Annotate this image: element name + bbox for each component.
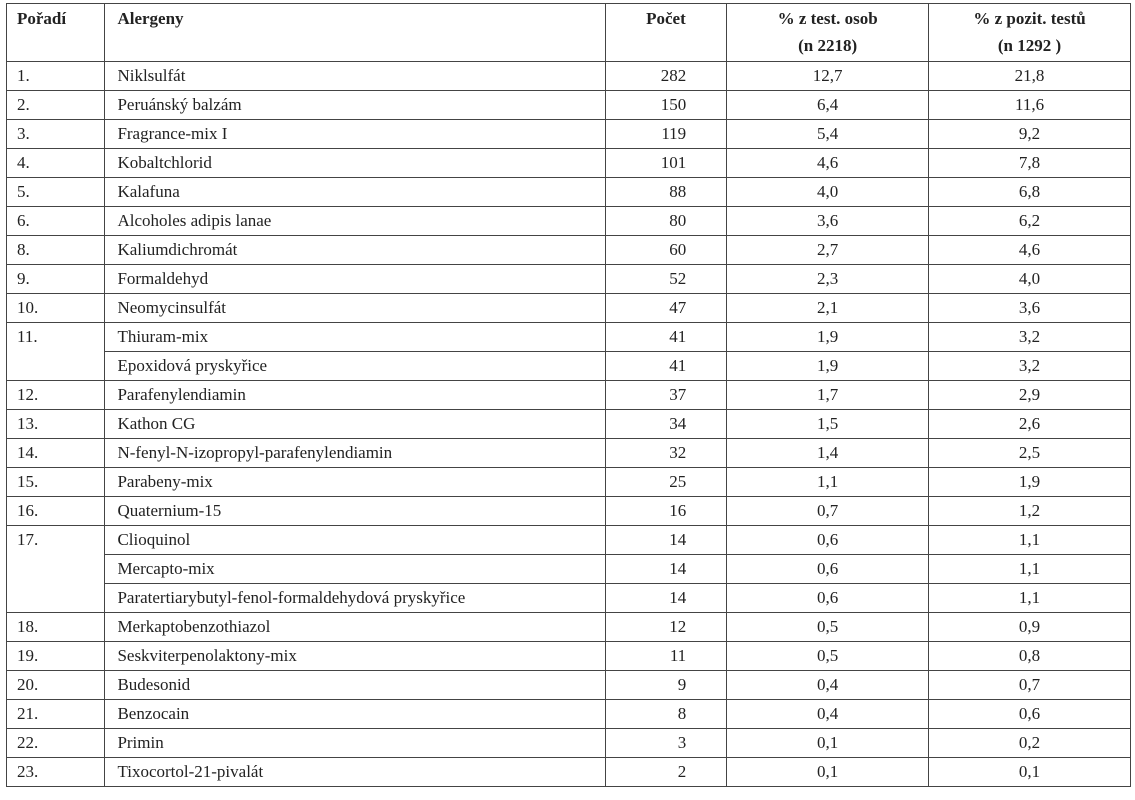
cell-pct-tested: 1,5 bbox=[727, 410, 929, 439]
cell-pct-tested: 0,1 bbox=[727, 758, 929, 787]
cell-count: 119 bbox=[605, 120, 727, 149]
cell-allergen: Paratertiarybutyl-fenol-formaldehydová pryskyřice bbox=[105, 584, 605, 613]
cell-count: 41 bbox=[605, 323, 727, 352]
table-row bbox=[7, 468, 1131, 497]
table-row bbox=[7, 526, 1131, 555]
cell-pct-positive: 4,0 bbox=[929, 265, 1131, 294]
cell-rank: 11. bbox=[7, 323, 105, 381]
cell-count: 101 bbox=[605, 149, 727, 178]
table-header bbox=[7, 4, 1131, 62]
cell-count: 41 bbox=[605, 352, 727, 381]
cell-count: 9 bbox=[605, 671, 727, 700]
cell-count: 3 bbox=[605, 729, 727, 758]
cell-rank: 12. bbox=[7, 381, 105, 410]
cell-pct-tested: 0,6 bbox=[727, 555, 929, 584]
cell-pct-positive: 21,8 bbox=[929, 62, 1131, 91]
cell-pct-tested: 12,7 bbox=[727, 62, 929, 91]
table-row bbox=[7, 700, 1131, 729]
cell-allergen: Seskviterpenolaktony-mix bbox=[105, 642, 605, 671]
cell-pct-tested: 0,1 bbox=[727, 729, 929, 758]
cell-allergen: Peruánský balzám bbox=[105, 91, 605, 120]
cell-rank: 3. bbox=[7, 120, 105, 149]
cell-pct-positive: 0,8 bbox=[929, 642, 1131, 671]
cell-count: 282 bbox=[605, 62, 727, 91]
table-row bbox=[7, 236, 1131, 265]
cell-pct-tested: 1,9 bbox=[727, 352, 929, 381]
cell-rank: 15. bbox=[7, 468, 105, 497]
cell-allergen: Epoxidová pryskyřice bbox=[105, 352, 605, 381]
cell-pct-tested: 0,5 bbox=[727, 642, 929, 671]
cell-pct-tested: 0,4 bbox=[727, 700, 929, 729]
cell-pct-tested: 0,6 bbox=[727, 584, 929, 613]
cell-pct-tested: 2,7 bbox=[727, 236, 929, 265]
cell-pct-positive: 0,1 bbox=[929, 758, 1131, 787]
cell-rank: 4. bbox=[7, 149, 105, 178]
cell-pct-positive: 1,1 bbox=[929, 555, 1131, 584]
cell-count: 52 bbox=[605, 265, 727, 294]
cell-allergen: Merkaptobenzothiazol bbox=[105, 613, 605, 642]
cell-allergen: Mercapto-mix bbox=[105, 555, 605, 584]
cell-allergen: Neomycinsulfát bbox=[105, 294, 605, 323]
cell-rank: 14. bbox=[7, 439, 105, 468]
table-row bbox=[7, 352, 1131, 381]
cell-rank: 1. bbox=[7, 62, 105, 91]
table-row bbox=[7, 323, 1131, 352]
cell-count: 25 bbox=[605, 468, 727, 497]
cell-rank: 21. bbox=[7, 700, 105, 729]
cell-pct-tested: 4,0 bbox=[727, 178, 929, 207]
table-row bbox=[7, 91, 1131, 120]
cell-count: 88 bbox=[605, 178, 727, 207]
cell-count: 47 bbox=[605, 294, 727, 323]
header-pct-positive bbox=[929, 4, 1131, 62]
cell-rank: 19. bbox=[7, 642, 105, 671]
cell-pct-positive: 0,6 bbox=[929, 700, 1131, 729]
cell-count: 34 bbox=[605, 410, 727, 439]
cell-rank: 22. bbox=[7, 729, 105, 758]
cell-allergen: Clioquinol bbox=[105, 526, 605, 555]
cell-pct-tested: 1,4 bbox=[727, 439, 929, 468]
cell-count: 12 bbox=[605, 613, 727, 642]
cell-count: 14 bbox=[605, 584, 727, 613]
cell-allergen: Kaliumdichromát bbox=[105, 236, 605, 265]
cell-pct-tested: 0,5 bbox=[727, 613, 929, 642]
table-body bbox=[7, 62, 1131, 787]
cell-allergen: Parabeny-mix bbox=[105, 468, 605, 497]
header-pct-positive-line2: (n 1292 ) bbox=[997, 36, 1062, 55]
allergen-table bbox=[6, 3, 1131, 787]
cell-pct-tested: 5,4 bbox=[727, 120, 929, 149]
cell-rank: 17. bbox=[7, 526, 105, 613]
cell-pct-positive: 0,7 bbox=[929, 671, 1131, 700]
cell-allergen: Niklsulfát bbox=[105, 62, 605, 91]
cell-count: 16 bbox=[605, 497, 727, 526]
cell-rank: 9. bbox=[7, 265, 105, 294]
cell-count: 14 bbox=[605, 526, 727, 555]
table-row bbox=[7, 671, 1131, 700]
cell-pct-positive: 0,9 bbox=[929, 613, 1131, 642]
cell-pct-positive: 6,2 bbox=[929, 207, 1131, 236]
cell-pct-tested: 1,7 bbox=[727, 381, 929, 410]
table-row bbox=[7, 265, 1131, 294]
cell-allergen: Formaldehyd bbox=[105, 265, 605, 294]
cell-pct-positive: 0,2 bbox=[929, 729, 1131, 758]
header-count: Počet bbox=[605, 4, 727, 62]
cell-allergen: Tixocortol-21-pivalát bbox=[105, 758, 605, 787]
cell-pct-tested: 2,1 bbox=[727, 294, 929, 323]
cell-count: 14 bbox=[605, 555, 727, 584]
header-allergen: Alergeny bbox=[105, 4, 605, 62]
cell-pct-positive: 2,6 bbox=[929, 410, 1131, 439]
table-row bbox=[7, 584, 1131, 613]
table-row bbox=[7, 294, 1131, 323]
cell-count: 11 bbox=[605, 642, 727, 671]
cell-rank: 16. bbox=[7, 497, 105, 526]
cell-pct-positive: 2,5 bbox=[929, 439, 1131, 468]
cell-pct-tested: 6,4 bbox=[727, 91, 929, 120]
cell-pct-tested: 2,3 bbox=[727, 265, 929, 294]
table-row bbox=[7, 758, 1131, 787]
cell-allergen: Alcoholes adipis lanae bbox=[105, 207, 605, 236]
cell-rank: 18. bbox=[7, 613, 105, 642]
cell-pct-positive: 1,1 bbox=[929, 526, 1131, 555]
header-pct-positive-line1: % z pozit. testů bbox=[973, 9, 1086, 28]
table-row bbox=[7, 149, 1131, 178]
cell-pct-tested: 1,9 bbox=[727, 323, 929, 352]
header-rank: Pořadí bbox=[7, 4, 105, 62]
cell-allergen: Parafenylendiamin bbox=[105, 381, 605, 410]
table-row bbox=[7, 439, 1131, 468]
cell-rank: 10. bbox=[7, 294, 105, 323]
cell-count: 60 bbox=[605, 236, 727, 265]
cell-allergen: Budesonid bbox=[105, 671, 605, 700]
cell-allergen: Fragrance-mix I bbox=[105, 120, 605, 149]
cell-pct-positive: 3,6 bbox=[929, 294, 1131, 323]
header-pct-tested-line2: (n 2218) bbox=[798, 36, 858, 55]
cell-count: 150 bbox=[605, 91, 727, 120]
cell-allergen: Benzocain bbox=[105, 700, 605, 729]
cell-pct-positive: 1,9 bbox=[929, 468, 1131, 497]
cell-count: 32 bbox=[605, 439, 727, 468]
cell-pct-tested: 0,4 bbox=[727, 671, 929, 700]
table-row bbox=[7, 381, 1131, 410]
header-pct-tested-line1: % z test. osob bbox=[777, 9, 878, 28]
cell-rank: 2. bbox=[7, 91, 105, 120]
table-row bbox=[7, 207, 1131, 236]
cell-pct-positive: 2,9 bbox=[929, 381, 1131, 410]
cell-pct-tested: 1,1 bbox=[727, 468, 929, 497]
table-row bbox=[7, 555, 1131, 584]
cell-allergen: N-fenyl-N-izopropyl-parafenylendiamin bbox=[105, 439, 605, 468]
cell-rank: 5. bbox=[7, 178, 105, 207]
cell-rank: 23. bbox=[7, 758, 105, 787]
cell-pct-tested: 0,6 bbox=[727, 526, 929, 555]
cell-pct-positive: 7,8 bbox=[929, 149, 1131, 178]
table-row bbox=[7, 497, 1131, 526]
table-row bbox=[7, 178, 1131, 207]
table-row bbox=[7, 613, 1131, 642]
cell-pct-positive: 1,1 bbox=[929, 584, 1131, 613]
table-row bbox=[7, 120, 1131, 149]
cell-allergen: Thiuram-mix bbox=[105, 323, 605, 352]
cell-pct-positive: 1,2 bbox=[929, 497, 1131, 526]
cell-allergen: Kalafuna bbox=[105, 178, 605, 207]
cell-pct-positive: 4,6 bbox=[929, 236, 1131, 265]
cell-allergen: Primin bbox=[105, 729, 605, 758]
cell-allergen: Kathon CG bbox=[105, 410, 605, 439]
cell-pct-tested: 0,7 bbox=[727, 497, 929, 526]
cell-pct-positive: 9,2 bbox=[929, 120, 1131, 149]
cell-pct-positive: 3,2 bbox=[929, 352, 1131, 381]
cell-pct-positive: 6,8 bbox=[929, 178, 1131, 207]
cell-rank: 8. bbox=[7, 236, 105, 265]
cell-rank: 20. bbox=[7, 671, 105, 700]
table-row bbox=[7, 62, 1131, 91]
table-row bbox=[7, 729, 1131, 758]
header-pct-tested bbox=[727, 4, 929, 62]
cell-rank: 13. bbox=[7, 410, 105, 439]
allergen-table-container bbox=[6, 3, 1131, 787]
table-row bbox=[7, 410, 1131, 439]
cell-allergen: Kobaltchlorid bbox=[105, 149, 605, 178]
table-row bbox=[7, 642, 1131, 671]
cell-count: 8 bbox=[605, 700, 727, 729]
cell-allergen: Quaternium-15 bbox=[105, 497, 605, 526]
cell-pct-positive: 3,2 bbox=[929, 323, 1131, 352]
cell-pct-tested: 4,6 bbox=[727, 149, 929, 178]
cell-rank: 6. bbox=[7, 207, 105, 236]
cell-count: 37 bbox=[605, 381, 727, 410]
cell-count: 2 bbox=[605, 758, 727, 787]
cell-count: 80 bbox=[605, 207, 727, 236]
header-row bbox=[7, 4, 1131, 62]
cell-pct-tested: 3,6 bbox=[727, 207, 929, 236]
cell-pct-positive: 11,6 bbox=[929, 91, 1131, 120]
